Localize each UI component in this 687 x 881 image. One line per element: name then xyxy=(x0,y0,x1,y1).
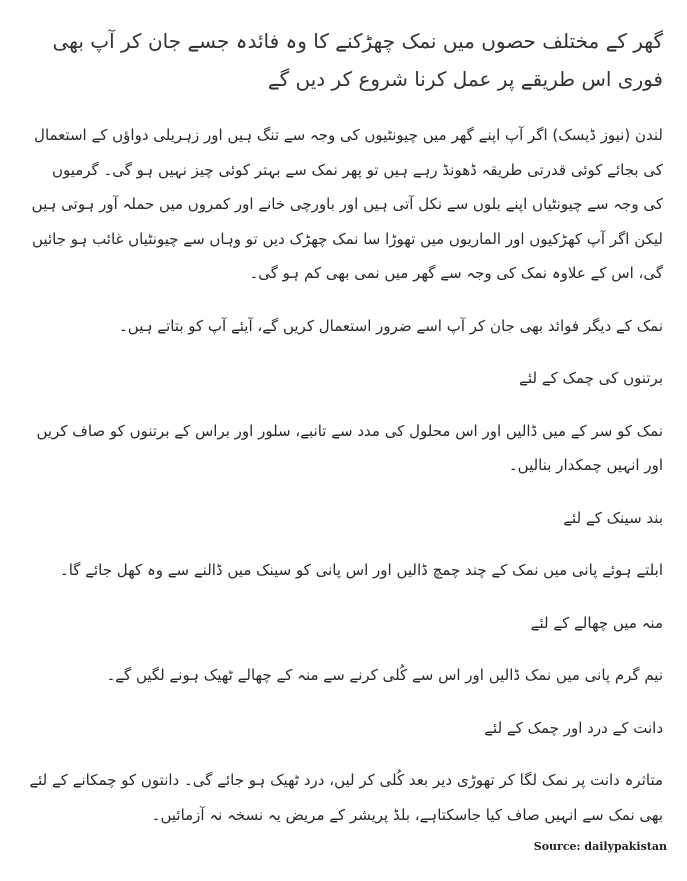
source-credit: Source: dailypakistan xyxy=(533,840,667,853)
utensils-heading: برتنوں کی چمک کے لئے xyxy=(519,369,663,387)
utensils-paragraph: نمک کو سر کے میں ڈالیں اور اس محلول کی مدد سے تانبے، سلور اور براس کے برتنوں کو صاف کریں اور انہیں چمکدار بنالیں۔ xyxy=(36,421,663,474)
sink-paragraph: ابلتے ہوئے پانی میں نمک کے چند چمچ ڈالیں اور اس پانی کو سینک میں ڈالنے سے وہ کھل جائے گا۔ xyxy=(59,561,663,579)
article-body xyxy=(28,22,663,832)
sink-heading: بند سینک کے لئے xyxy=(563,508,663,527)
other-benefits-paragraph: نمک کے دیگر فوائد بھی جان کر آپ اسے ضرور استعمال کریں گے، آیئے آپ کو بتاتے ہیں۔ xyxy=(118,316,663,335)
article-headline: گھر کے مختلف حصوں میں نمک چھڑکنے کا وہ فائدہ جسے جان کر آپ بھی فوری اس طریقے پر عمل کرنا شروع کر دیں گے xyxy=(52,29,663,91)
teeth-heading: دانت کے درد اور چمک کے لئے xyxy=(484,718,663,737)
teeth-paragraph: متاثرہ دانت پر نمک لگا کر تھوڑی دیر بعد کُلی کر لیں، درد ٹھیک ہو جائے گی۔ دانتوں کو چمکانے کے لئے بھی نمک سے انہیں صاف کیا جاسکتاہے، بلڈ پریشر کے مریض یہ نسخہ نہ آزمائیں۔ xyxy=(29,771,663,824)
intro-paragraph: لندن (نیوز ڈیسک) اگر آپ اپنے گھر میں چیونٹیوں کی وجہ سے تنگ ہیں اور زہریلی دواؤں کے استعمال کی بجائے کوئی قدرتی طریقہ ڈھونڈ رہے ہیں تو پھر نمک سے بہتر کوئی چیز نہیں ہو گی۔ گرمیوں کی وجہ سے چیونٹیاں اپنے بلوں سے نکل آتی ہیں اور باورچی خانے اور کمروں میں حملہ آور ہوتی ہیں لیکن اگر آپ کھڑکیوں اور الماریوں میں تھوڑا سا نمک چھڑک دیں تو وہاں سے چیونٹیاں غائب ہو جائیں گی، اس کے علاوہ نمک کی وجہ سے گھر میں نمی بھی کم ہو گی۔ xyxy=(31,126,663,282)
mouth-ulcer-paragraph: نیم گرم پانی میں نمک ڈالیں اور اس سے کُلی کرنے سے منہ کے چھالے ٹھیک ہونے لگیں گے۔ xyxy=(106,666,663,684)
mouth-ulcer-heading: منہ میں چھالے کے لئے xyxy=(530,613,663,632)
